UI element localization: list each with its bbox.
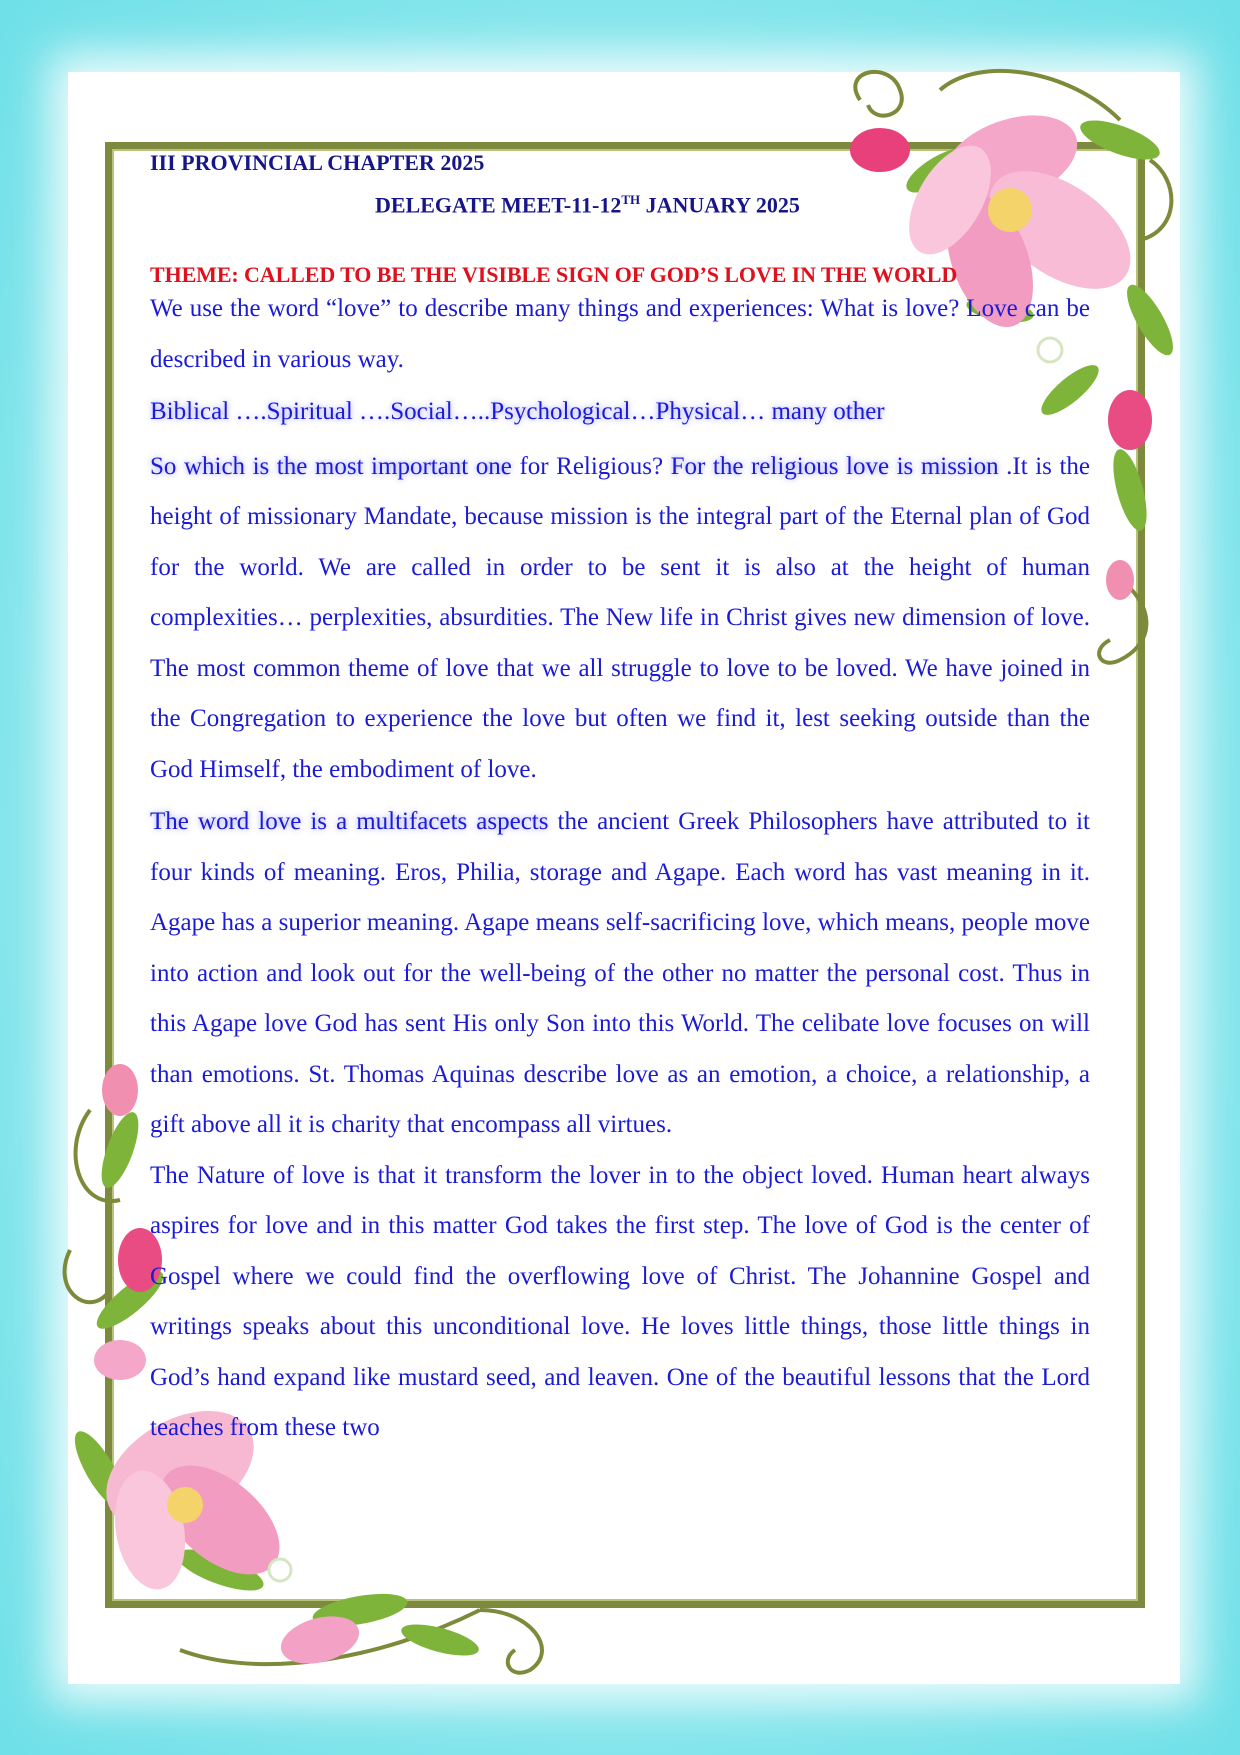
highlight-mission: For the religious love is mission — [670, 452, 999, 480]
paragraph-mission — [150, 442, 1090, 796]
meeting-heading-prefix: DELEGATE MEET-11-12 — [375, 192, 622, 218]
paragraph-intro: We use the word “love” to describe many things and experiences: What is love? Love can be described in various way. — [150, 295, 1090, 373]
meeting-heading — [375, 192, 1090, 218]
paragraph-agape — [150, 797, 1090, 1151]
meeting-heading-sup: TH — [621, 192, 641, 207]
theme-line: THEME: CALLED TO BE THE VISIBLE SIGN OF GOD’S LOVE IN THE WORLD — [150, 262, 958, 288]
paragraph-mission-mid: for Religious? — [511, 452, 671, 480]
chapter-heading: III PROVINCIAL CHAPTER 2025 — [150, 150, 485, 175]
paragraph-nature: The Nature of love is that it transform the lover in to the object loved. Human heart always aspires for love and in this matter God takes the first step. The love of God is the center of Gospel where we could find the overflowing love of Christ. The Johannine Gospel and writings speaks about this unconditional love. He loves little things, those little things in God’s hand expand like mustard seed, and leaven. One of the beautiful lessons that the Lord teaches from these two — [150, 1161, 1090, 1442]
highlight-multifacets: The word love is a multifacets aspects — [150, 808, 549, 836]
paragraph-agape-rest: the ancient Greek Philosophers have attributed to it four kinds of meaning. Eros, Philia, storage and Agape. Each word has vast meaning in it. Agape has a superior meaning. Agape means self-sacrificing love, which means, people move into action and look out for the well-being of the other no matter the personal cost. Thus in this Agape love God has sent His only Son into this World. The celibate love focuses on will than emotions. St. Thomas Aquinas describe love as an emotion, a choice, a relationship, a gift above all it is charity that encompass all virtues. — [150, 808, 1090, 1139]
meeting-heading-suffix: JANUARY 2025 — [640, 192, 800, 218]
highlight-question: So which is the most important one — [150, 452, 512, 480]
paragraph-kinds: Biblical ….Spiritual ….Social…..Psychological…Physical… many other — [150, 398, 885, 426]
paragraph-mission-rest: .It is the height of missionary Mandate, because mission is the integral part of the Eternal plan of God for the world. We are called in order to be sent it is also at the height of human complexities… perplexities, absurdities. The New life in Christ gives new dimension of love. The most common theme of love that we all struggle to love to be loved. We have joined in the Congregation to experience the love but often we find it, lest seeking outside than the God Himself, the embodiment of love. — [150, 452, 1090, 783]
document-body — [150, 150, 1090, 1454]
